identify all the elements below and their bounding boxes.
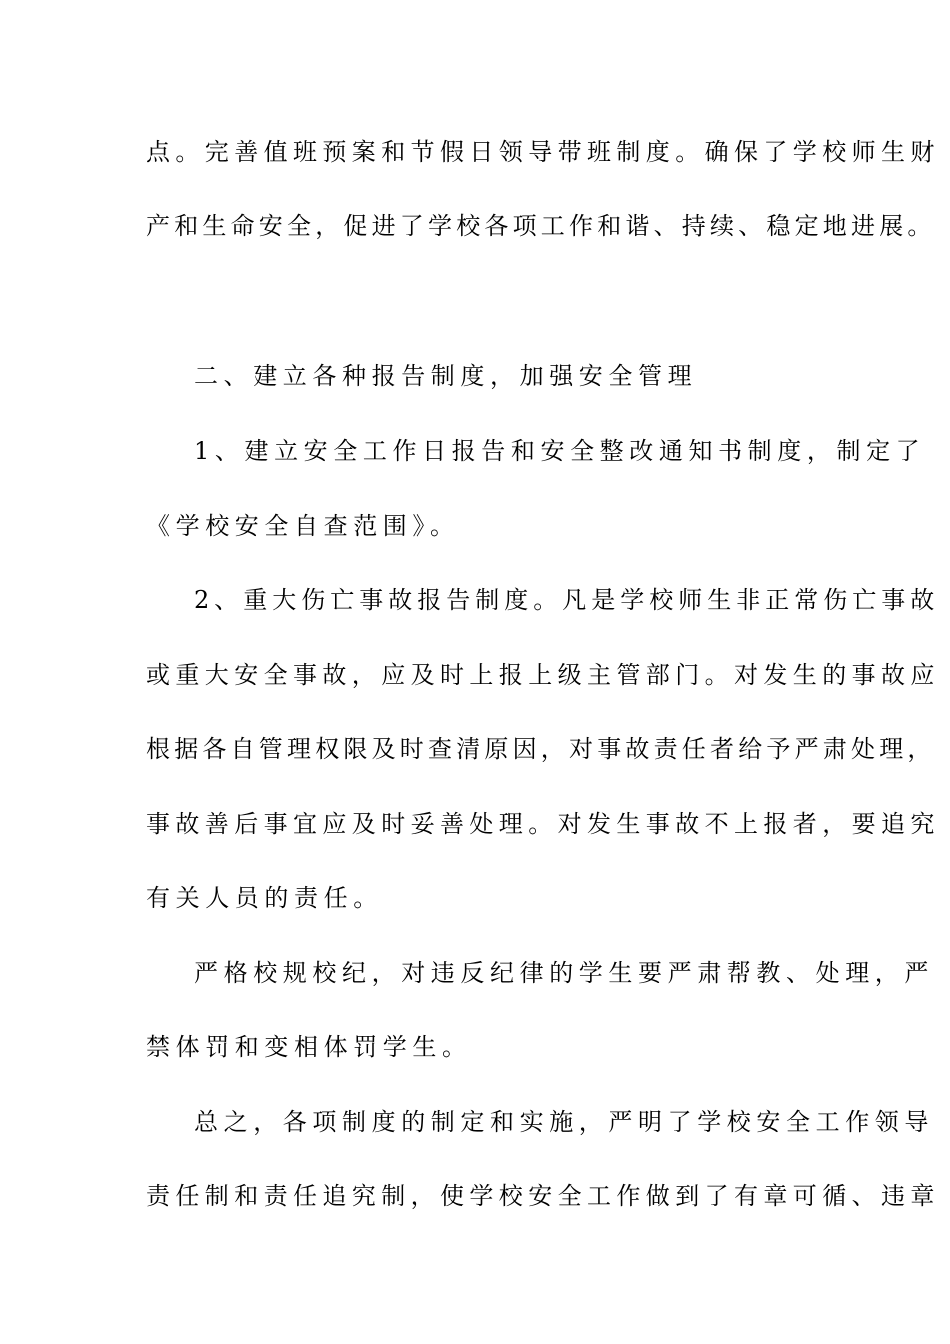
body-text-line: 1、建立安全工作日报告和安全整改通知书制度，制定了 (194, 437, 926, 465)
body-text-line: 《学校安全自查范围》。 (146, 512, 460, 540)
body-text-line: 责任制和责任追究制，使学校安全工作做到了有章可循、违章 (146, 1182, 940, 1210)
body-text-line: 或重大安全事故，应及时上报上级主管部门。对发生的事故应 (146, 661, 940, 689)
body-text-line: 产和生命安全，促进了学校各项工作和谐、持续、稳定地进展。 (146, 212, 936, 240)
body-text-line: 总之，各项制度的制定和实施，严明了学校安全工作领导 (194, 1108, 934, 1136)
body-text-line: 根据各自管理权限及时查清原因，对事故责任者给予严肃处理， (146, 735, 936, 763)
body-text-line: 2、重大伤亡事故报告制度。凡是学校师生非正常伤亡事故 (194, 586, 940, 614)
body-text-line: 有关人员的责任。 (146, 884, 383, 912)
body-text-line: 点。完善值班预案和节假日领导带班制度。确保了学校师生财 (146, 138, 940, 166)
body-text-line: 事故善后事宜应及时妥善处理。对发生事故不上报者，要追究 (146, 810, 940, 838)
body-text-line: 严格校规校纪，对违反纪律的学生要严肃帮教、处理，严 (194, 959, 934, 987)
section-heading: 二、建立各种报告制度，加强安全管理 (194, 362, 698, 390)
body-text-line: 禁体罚和变相体罚学生。 (146, 1033, 472, 1061)
